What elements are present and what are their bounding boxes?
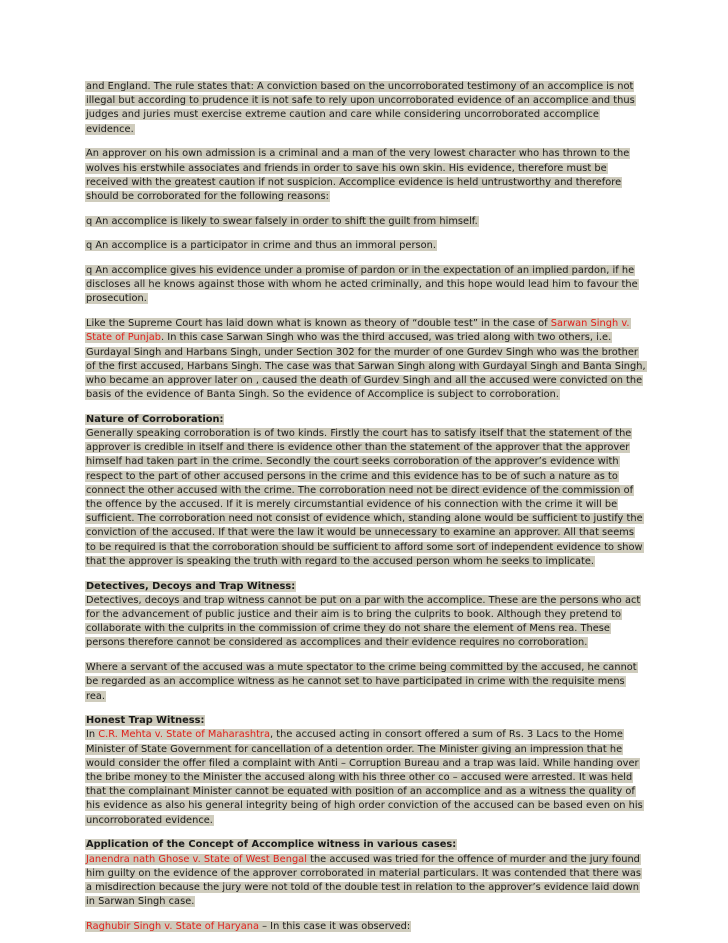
paragraph-text: – In this case it was observed: (258, 920, 411, 932)
section-honest-trap (85, 714, 646, 828)
case-link-cr-mehta[interactable]: C.R. Mehta v. State of Maharashtra (98, 729, 271, 741)
paragraph-text: In (86, 729, 99, 741)
paragraph-text: Like the Supreme Court has laid down what is known as theory of “double test” in the case of (86, 318, 551, 330)
paragraph-text: Detectives, decoys and trap witness cannot be put on a par with the accomplice. These are the persons who act for the advancement of public justice and their aim is to bring the culprits to book. Although they pretend to collaborate with the culprits in the commission of crime they do not share the element of Mens rea. These persons therefore cannot be considered as accomplices and their evidence requires no corroboration. (86, 594, 641, 649)
list-item-reason-3 (85, 264, 646, 307)
section-application (85, 838, 646, 909)
section-heading: Nature of Corroboration: (86, 413, 224, 425)
paragraph-text: . In this case Sarwan Singh who was the third accused, was tried along with two others, i.e. Gurdayal Singh and Harbans Singh, under Section 302 for the murder of one Gurdev Singh who was the brother of the first accused, Harbans Singh. The case was that Sarwan Singh along with Gurdayal Singh and Banta Singh, who became an approver later on , caused the death of Gurdev Singh and all the accused were convicted on the basis of the evidence of Banta Singh. So the evidence of Accomplice is subject to corroboration. (86, 332, 646, 401)
list-item-reason-1 (85, 215, 646, 229)
section-detectives (85, 580, 646, 651)
paragraph-raghubir (85, 920, 646, 934)
section-heading: Honest Trap Witness: (86, 715, 205, 727)
paragraph-double-test (85, 317, 646, 402)
paragraph-servant (85, 661, 646, 704)
list-item-reason-2 (85, 239, 646, 253)
paragraph-text: , the accused acting in consort offered a sum of Rs. 3 Lacs to the Home Minister of State Government for cancellation of a detention order. The Minister giving an impression that he would consider the offer filed a complaint with Anti – Corruption Bureau and a trap was laid. While handing over the bribe money to the Minister the accused along with his three other co – accused were arrested. It was held that the complainant Minister cannot be equated with position of an accomplice and as a witness the quality of his evidence as also his general integrity being of high order conviction of the accused can be based even on his uncorroborated evidence. (86, 729, 643, 826)
paragraph-text: q An accomplice is likely to swear falsely in order to shift the guilt from himself. (86, 215, 478, 227)
paragraph-text: Generally speaking corroboration is of two kinds. Firstly the court has to satisfy itself that the statement of the approver is credible in itself and there is evidence other than the statement of the approver that the approver himself had taken part in the crime. Secondly the court seeks corroboration of the approver’s evidence with respect to the part of other accused persons in the crime and this evidence has to be of such a nature as to connect the other accused with the crime. The corroboration need not be direct evidence of the commission of the offence by the accused. If it is merely circumstantial evidence of his connection with the crime it will be sufficient. The corroboration need not consist of evidence which, standing alone would be sufficient to justify the conviction of the accused. If that were the law it would be unnecessary to examine an approver. All that seems to be required is that the corroboration should be sufficient to afford some sort of independent evidence to show that the approver is speaking the truth with regard to the accused person whom he seeks to implicate. (86, 428, 643, 567)
paragraph-approver (85, 147, 646, 204)
case-link-sarwan-singh[interactable]: Sarwan Singh v. State of Punjab (86, 318, 630, 344)
paragraph-text: and England. The rule states that: A conviction based on the uncorroborated testimony of an accomplice is not illegal but according to prudence it is not safe to rely upon uncorroborated evidence of an accomplice and thus judges and juries must exercise extreme caution and care while considering uncorroborated accomplice evidence. (86, 81, 635, 135)
paragraph-text: the accused was tried for the offence of murder and the jury found him guilty on the evidence of the approver corroborated in material particulars. It was contended that there was a misdirection because the jury were not told of the double test in relation to the approver’s evidence laid down in Sarwan Singh case. (86, 853, 641, 908)
section-corroboration (85, 413, 646, 569)
paragraph-text: Where a servant of the accused was a mute spectator to the crime being committed by the accused, he cannot be regarded as an accomplice witness as he cannot set to have participated in crime with the requisite mens rea. (86, 662, 637, 702)
paragraph-rule (85, 80, 646, 137)
section-heading: Detectives, Decoys and Trap Witness: (86, 580, 296, 592)
case-link-raghubir-singh[interactable]: Raghubir Singh v. State of Haryana (86, 920, 259, 932)
paragraph-text: An approver on his own admission is a criminal and a man of the very lowest character who has thrown to the wolves his erstwhile associates and friends in order to save his own skin. His evidence, therefore must be received with the greatest caution if not suspicion. Accomplice evidence is held untrustworthy and therefore should be corroborated for the following reasons: (86, 148, 630, 202)
paragraph-text: q An accomplice is a participator in crime and thus an immoral person. (86, 240, 437, 252)
section-heading: Application of the Concept of Accomplice witness in various cases: (86, 839, 457, 851)
case-link-janendra-nath-ghose[interactable]: Janendra nath Ghose v. State of West Bengal (86, 853, 307, 865)
paragraph-text: q An accomplice gives his evidence under a promise of pardon or in the expectation of an implied pardon, if he discloses all he knows against those with whom he acted criminally, and this hope would lead him to favour the prosecution. (86, 265, 638, 305)
